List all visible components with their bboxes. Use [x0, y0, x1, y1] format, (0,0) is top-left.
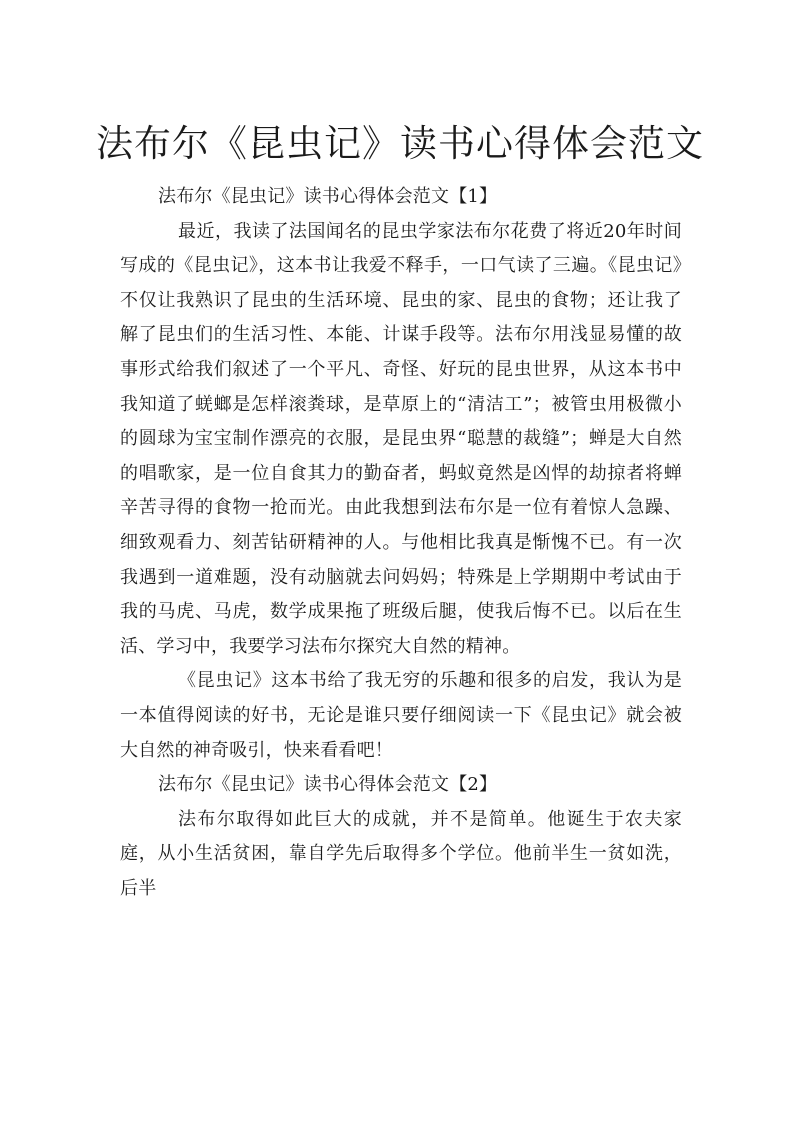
paragraph: 最近，我读了法国闻名的昆虫学家法布尔花费了将近20年时间写成的《昆虫记》，这本书让我爱不释手，一口气读了三遍。《昆虫记》不仅让我熟识了昆虫的生活环境、昆虫的家、昆虫的食物；还让我了解了昆虫们的生活习性、本能、计谋手段等。法布尔用浅显易懂的故事形式给我们叙述了一个平凡、奇怪、好玩的昆虫世界，从这本书中我知道了蜣螂是怎样滚粪球，是草原上的“清洁工”；被管虫用极微小的圆球为宝宝制作漂亮的衣服，是昆虫界“聪慧的裁缝”；蝉是大自然的唱歌家，是一位自食其力的勤奋者，蚂蚁竟然是凶悍的劫掠者将蝉辛苦寻得的食物一抢而光。由此我想到法布尔是一位有着惊人急躁、细致观看力、刻苦钻研精神的人。与他相比我真是惭愧不已。有一次我遇到一道难题，没有动脑就去问妈妈；特殊是上学期期中考试由于我的马虎、马虎，数学成果拖了班级后腿，使我后悔不已。以后在生活、学习中，我要学习法布尔探究大自然的精神。 — [120, 220, 682, 657]
paragraph: 法布尔取得如此巨大的成就，并不是简单。他诞生于农夫家庭，从小生活贫困，靠自学先后取得多个学位。他前半生一贫如洗，后半 — [120, 808, 682, 899]
paragraph: 《昆虫记》这本书给了我无穷的乐趣和很多的启发，我认为是一本值得阅读的好书，无论是谁只要仔细阅读一下《昆虫记》就会被大自然的神奇吸引，快来看看吧！ — [120, 670, 682, 761]
document-title: 法布尔《昆虫记》读书心得体会范文 — [96, 122, 704, 165]
section-heading-1: 法布尔《昆虫记》读书心得体会范文【1】 — [158, 186, 498, 207]
section-heading-2: 法布尔《昆虫记》读书心得体会范文【2】 — [158, 774, 498, 796]
document-body — [120, 180, 682, 906]
